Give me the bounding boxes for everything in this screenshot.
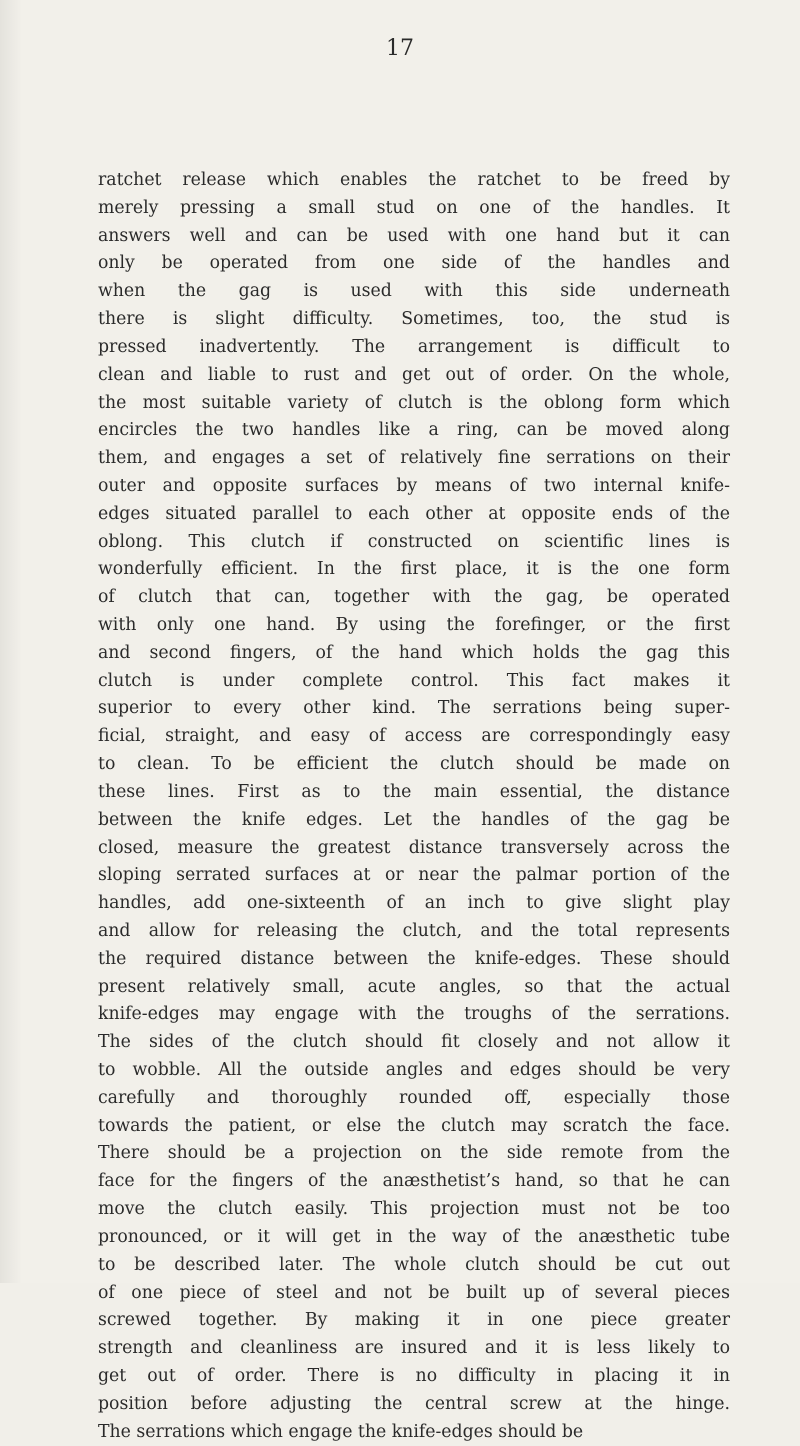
- text-line: ratchet release which enables the ratchet to be freed by: [98, 170, 730, 190]
- text-line: face for the fingers of the anæsthetist’s hand, so that he can: [98, 1171, 730, 1192]
- text-line: and allow for releasing the clutch, and the total represents: [98, 920, 730, 941]
- page-number: 17: [386, 36, 414, 61]
- text-line: encircles the two handles like a ring, can be moved along: [98, 420, 730, 441]
- text-line: superior to every other kind. The serrations being super-: [98, 698, 730, 719]
- text-line: with only one hand. By using the forefinger, or the first: [98, 615, 730, 635]
- text-line: only be operated from one side of the handles and: [98, 253, 730, 274]
- text-line: closed, measure the greatest distance transversely across the: [98, 837, 730, 858]
- text-line: when the gag is used with this side underneath: [98, 281, 730, 302]
- text-line: ficial, straight, and easy of access are correspondingly easy: [98, 726, 730, 747]
- text-line: carefully and thoroughly rounded off, especially those: [98, 1087, 730, 1108]
- text-line: clean and liable to rust and get out of order. On the whole,: [98, 364, 730, 385]
- text-line: towards the patient, or else the clutch may scratch the face.: [98, 1115, 730, 1136]
- text-line: outer and opposite surfaces by means of two internal knife-: [98, 475, 730, 496]
- text-line: to clean. To be efficient the clutch should be made on: [98, 754, 730, 775]
- text-line: move the clutch easily. This projection must not be too: [98, 1199, 730, 1220]
- text-line: The sides of the clutch should fit closely and not allow it: [98, 1032, 730, 1053]
- text-line: of one piece of steel and not be built up of several pieces: [98, 1282, 730, 1303]
- text-line: answers well and can be used with one hand but it can: [98, 225, 730, 246]
- page-gutter-shadow: [0, 0, 22, 1283]
- text-line: these lines. First as to the main essential, the distance: [98, 781, 730, 802]
- text-line: edges situated parallel to each other at opposite ends of the: [98, 503, 730, 524]
- text-line: merely pressing a small stud on one of the handles. It: [98, 197, 730, 218]
- text-line: them, and engages a set of relatively fine serrations on their: [98, 448, 730, 469]
- text-line: strength and cleanliness are insured and it is less likely to: [98, 1338, 730, 1359]
- text-line: screwed together. By making it in one piece greater: [98, 1310, 730, 1331]
- text-line: handles, add one-sixteenth of an inch to give slight play: [98, 893, 730, 914]
- text-line: There should be a projection on the side remote from the: [98, 1143, 730, 1164]
- text-line: position before adjusting the central screw at the hinge.: [98, 1393, 730, 1414]
- text-line: sloping serrated surfaces at or near the palmar portion of the: [98, 865, 730, 886]
- text-line: between the knife edges. Let the handles of the gag be: [98, 809, 730, 830]
- body-paragraph: [98, 167, 730, 1446]
- text-line: wonderfully efficient. In the first place, it is the one form: [98, 559, 730, 580]
- text-line: clutch is under complete control. This fact makes it: [98, 670, 730, 691]
- text-line: to be described later. The whole clutch should be cut out: [98, 1254, 730, 1275]
- text-line: to wobble. All the outside angles and edges should be very: [98, 1060, 730, 1080]
- text-line: there is slight difficulty. Sometimes, too, the stud is: [98, 309, 730, 330]
- text-line: pronounced, or it will get in the way of the anæsthetic tube: [98, 1226, 730, 1247]
- text-line: the required distance between the knife-edges. These should: [98, 948, 730, 969]
- text-line: and second fingers, of the hand which holds the gag this: [98, 642, 730, 663]
- text-line: knife-edges may engage with the troughs of the serrations.: [98, 1004, 730, 1025]
- text-line: of clutch that can, together with the gag, be operated: [98, 587, 730, 608]
- text-line: oblong. This clutch if constructed on scientific lines is: [98, 531, 730, 552]
- text-line: the most suitable variety of clutch is the oblong form which: [98, 392, 730, 413]
- text-line: present relatively small, acute angles, so that the actual: [98, 976, 730, 997]
- text-line: The serrations which engage the knife-edges should be: [98, 1421, 584, 1442]
- text-line: pressed inadvertently. The arrangement is difficult to: [98, 336, 730, 357]
- text-line: get out of order. There is no difficulty in placing it in: [98, 1365, 730, 1386]
